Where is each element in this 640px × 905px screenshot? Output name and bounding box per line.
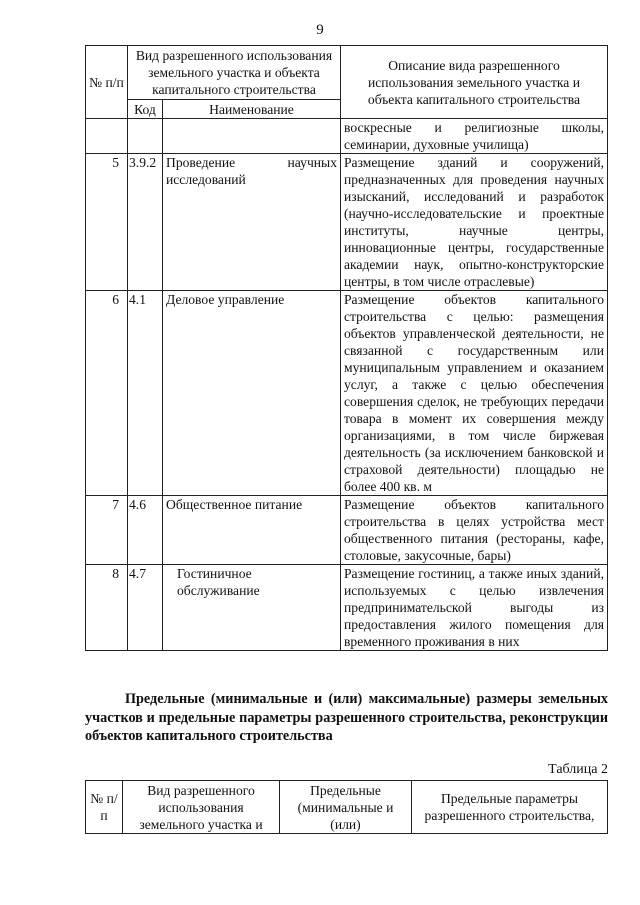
row-name (163, 119, 341, 154)
row-name: Общественное питание (163, 496, 341, 565)
table-label: Таблица 2 (548, 762, 608, 777)
header-description: Описание вида разрешенного использования земельного участка и объекта капитального строительства (341, 46, 608, 119)
parameters-table-header (85, 780, 608, 834)
row-code: 4.7 (128, 565, 163, 651)
row-num: 5 (86, 154, 128, 291)
row-code: 4.1 (128, 291, 163, 496)
header-type-group: Вид разрешенного использования земельного участка и объекта капитального строительства (128, 46, 341, 100)
header-limits: Предельные (минимальные и (или) (280, 781, 412, 834)
header-type: Вид разрешенного использования земельного участка и (123, 781, 280, 834)
row-code: 3.9.2 (128, 154, 163, 291)
row-num: 7 (86, 496, 128, 565)
section-heading: Предельные (минимальные и (или) максимальные) размеры земельных участков и предельные параметры разрешенного строительства, реконструкции объектов капитального строительства (85, 691, 608, 744)
table-header-row (86, 781, 608, 834)
header-num: № п/п (86, 46, 128, 119)
row-name: Гостиничное обслуживание (163, 565, 341, 651)
table-header-row (86, 46, 608, 100)
header-num: № п/п (86, 781, 123, 834)
table-row (86, 565, 608, 651)
header-name: Наименование (163, 100, 341, 119)
row-code (128, 119, 163, 154)
row-description: Размещение объектов капитального строительства с целью: размещения объектов управленческой деятельности, не связанной с государственным или муниципальным управлением и оказанием услуг, а также с целью обеспечения совершения сделок, не требующих передачи товара в момент их совершения между организациями, в том числе биржевая деятельность (за исключением банковской и страховой деятельности) площадью не более 400 кв. м (341, 291, 608, 496)
row-name: Деловое управление (163, 291, 341, 496)
row-num (86, 119, 128, 154)
table-row (86, 291, 608, 496)
table-row (86, 119, 608, 154)
row-code: 4.6 (128, 496, 163, 565)
row-num: 8 (86, 565, 128, 651)
header-params: Предельные параметры разрешенного строительства, (412, 781, 608, 834)
row-description: Размещение объектов капитального строительства в целях устройства мест общественного питания (рестораны, кафе, столовые, закусочные, бары) (341, 496, 608, 565)
page-number: 9 (316, 22, 324, 38)
row-description: Размещение зданий и сооружений, предназначенных для проведения научных изысканий, исследований и разработок (научно-исследовательские и проектные институты, научные центры, инновационные центры, государственные академии наук, опытно-конструкторские центры, в том числе отраслевые) (341, 154, 608, 291)
table-row (86, 154, 608, 291)
row-description: Размещение гостиниц, а также иных зданий, используемых с целью извлечения предпринимательской выгоды из предоставления жилого помещения для временного проживания в них (341, 565, 608, 651)
table-row (86, 496, 608, 565)
land-use-table (85, 45, 608, 651)
header-code: Код (128, 100, 163, 119)
row-description: воскресные и религиозные школы, семинарии, духовные училища) (341, 119, 608, 154)
row-name: Проведение научных исследований (163, 154, 341, 291)
row-num: 6 (86, 291, 128, 496)
